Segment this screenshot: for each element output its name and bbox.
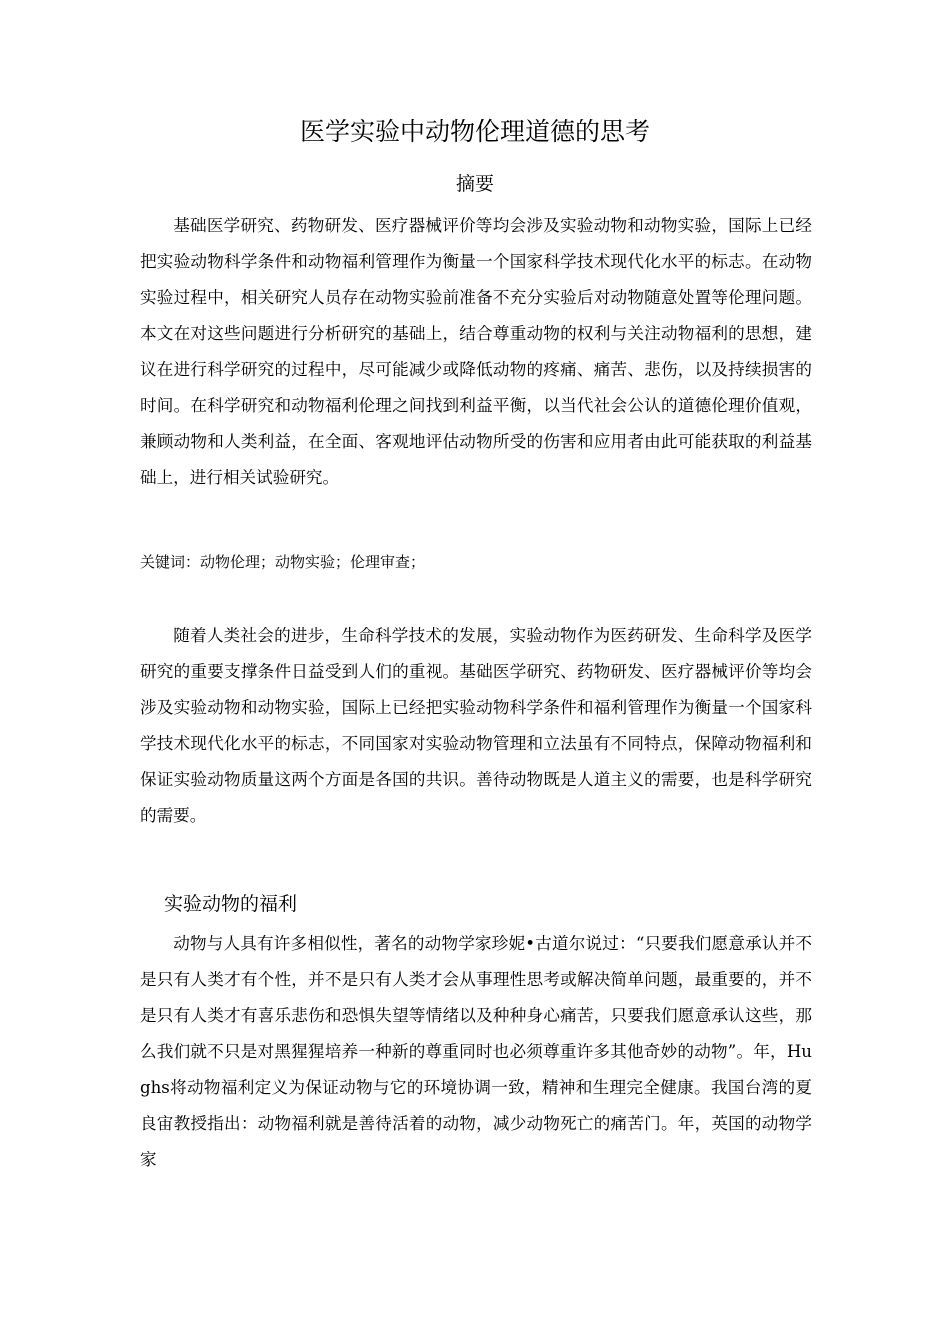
abstract-heading: 摘要: [455, 173, 494, 195]
section-heading-animal-welfare: 实验动物的福利: [164, 893, 298, 915]
document-title: 医学实验中动物伦理道德的思考: [299, 117, 650, 146]
intro-paragraph: 随着人类社会的进步，生命科学技术的发展，实验动物作为医药研发、生命科学及医学研究的重要支撑条件日益受到人们的重视。基础医学研究、药物研发、医疗器械评价等均会涉及实验动物和动物实验，国际上已经把实验动物科学条件和福利管理作为衡量一个国家科学技术现代化水平的标志，不同国家对实验动物管理和立法虽有不同特点，保障动物福利和保证实验动物质量这两个方面是各国的共识。善待动物既是人道主义的需要，也是科学研究的需要。: [140, 626, 812, 825]
abstract-paragraph: 基础医学研究、药物研发、医疗器械评价等均会涉及实验动物和动物实验，国际上已经把实验动物科学条件和动物福利管理作为衡量一个国家科学技术现代化水平的标志。在动物实验过程中，相关研究人员存在动物实验前准备不充分实验后对动物随意处置等伦理问题。本文在对这些问题进行分析研究的基础上，结合尊重动物的权利与关注动物福利的思想，建议在进行科学研究的过程中，尽可能减少或降低动物的疼痛、痛苦、悲伤，以及持续损害的时间。在科学研究和动物福利伦理之间找到利益平衡，以当代社会公认的道德伦理价值观，兼顾动物和人类利益，在全面、客观地评估动物所受的伤害和应用者由此可能获取的利益基础上，进行相关试验研究。: [140, 216, 812, 487]
section-paragraph-animal-welfare: 动物与人具有许多相似性，著名的动物学家珍妮•古道尔说过：“只要我们愿意承认并不是只有人类才有个性，并不是只有人类才会从事理性思考或解决简单问题，最重要的，并不是只有人类才有喜乐悲伤和恐惧失望等情绪以及种种身心痛苦，只要我们愿意承认这些，那么我们就不只是对黑猩猩培养一种新的尊重同时也必须尊重许多其他奇妙的动物”。年，Hughs将动物福利定义为保证动物与它的环境协调一致，精神和生理完全健康。我国台湾的夏良宙教授指出：动物福利就是善待活着的动物，减少动物死亡的痛苦门。年，英国的动物学家: [140, 934, 812, 1169]
keywords-line: 关键词：动物伦理；动物实验；伦理审查；: [140, 553, 426, 571]
